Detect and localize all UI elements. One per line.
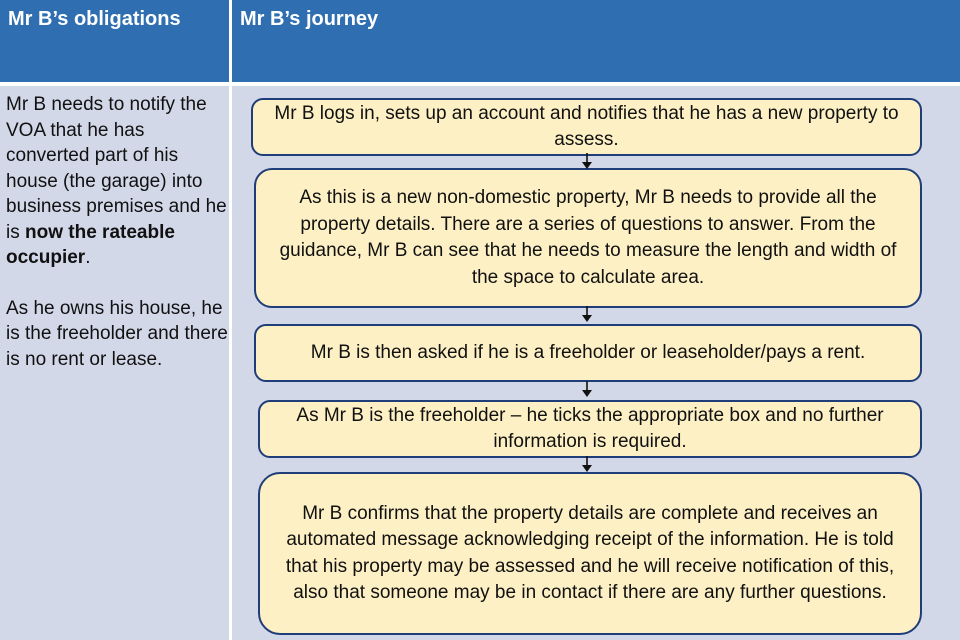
obligations-header (0, 0, 229, 84)
journey-step-2: As this is a new non-domestic property, Mr B needs to provide all the property details. There are a series of questions to answer. From the guidance, Mr B can see that he needs to measure the length and width of the space to calculate area. (254, 168, 922, 308)
journey-header (232, 0, 960, 84)
flow-arrow-4 (580, 456, 594, 472)
journey-step-3: Mr B is then asked if he is a freeholder or leaseholder/pays a rent. (254, 324, 922, 382)
journey-step-5: Mr B confirms that the property details are complete and receives an automated message acknowledging receipt of the information. He is told that his property may be assessed and he will receive notification of this, also that someone may be in contact if there are any further questions. (258, 472, 922, 635)
journey-title: Mr B’s journey (240, 8, 379, 30)
obligations-title: Mr B’s obligations (8, 8, 181, 30)
obligations-paragraph-1: Mr B needs to notify the VOA that he has converted part of his house (the garage) into business premises and he is now the rateable occupier. (6, 94, 227, 268)
journey-step-4: As Mr B is the freeholder – he ticks the appropriate box and no further information is required. (258, 400, 922, 458)
obligations-text (6, 92, 228, 397)
journey-step-1: Mr B logs in, sets up an account and notifies that he has a new property to assess. (251, 98, 922, 156)
obligations-paragraph-2: As he owns his house, he is the freeholder and there is no rent or lease. (6, 297, 228, 370)
flow-arrow-1 (580, 153, 594, 169)
flow-arrow-3 (580, 381, 594, 397)
rateable-occupier-emphasis: now the rateable occupier (6, 221, 175, 268)
flow-arrow-2 (580, 306, 594, 322)
